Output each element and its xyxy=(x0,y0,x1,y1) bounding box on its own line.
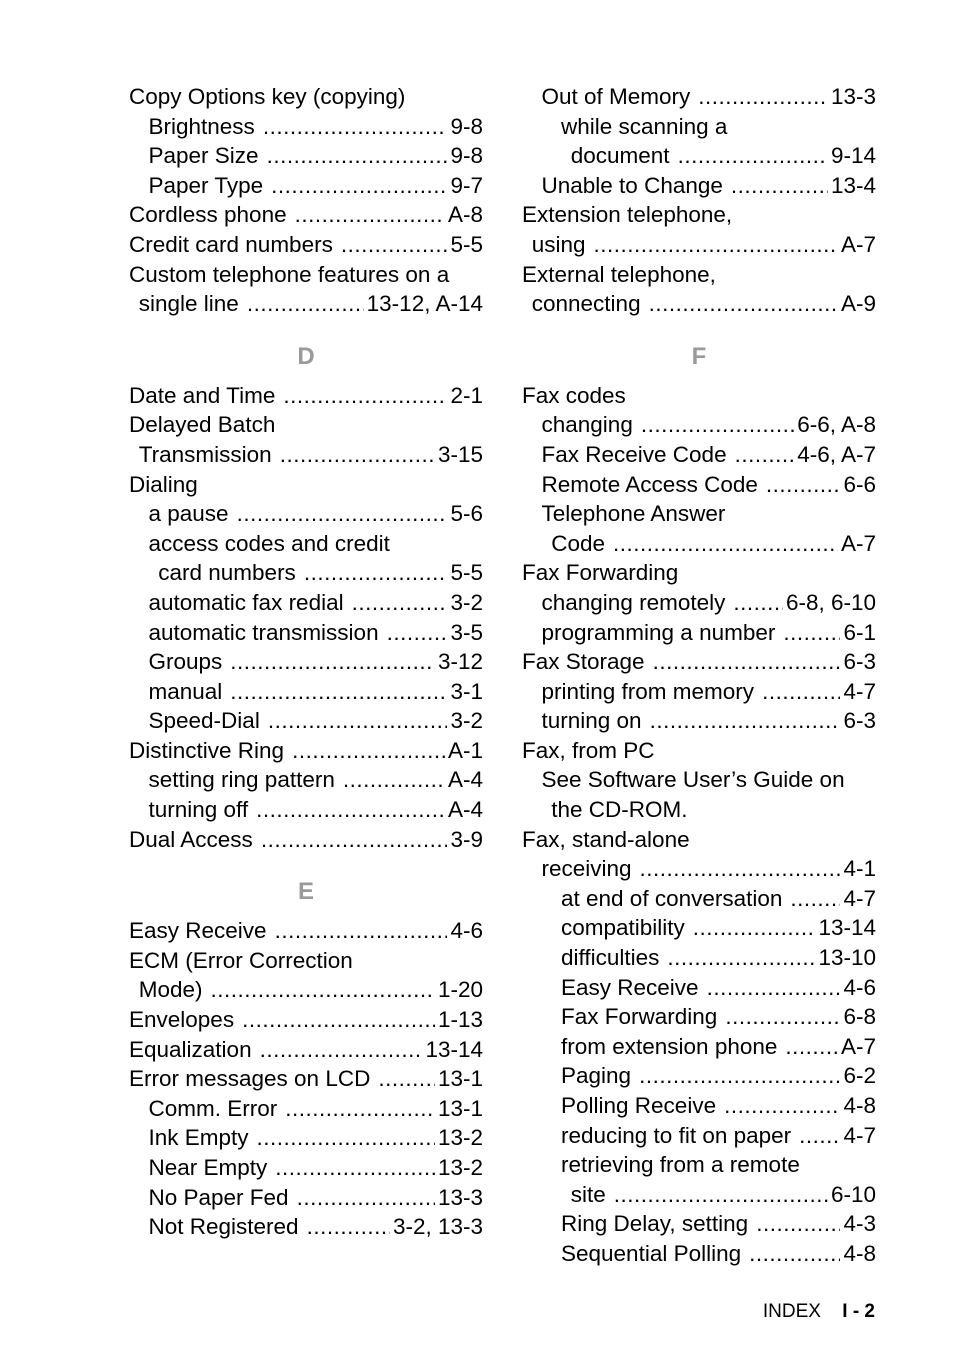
entry-term: Delayed Batch xyxy=(129,412,276,438)
index-subentry xyxy=(522,588,876,618)
dot-leader xyxy=(594,230,838,260)
dot-leader xyxy=(352,588,448,618)
dot-leader xyxy=(341,230,448,260)
index-subentry xyxy=(129,440,483,470)
index-subentry xyxy=(129,618,483,648)
entry-term: Telephone Answer xyxy=(541,501,726,527)
entry-page-reference: 3-2 xyxy=(450,708,483,734)
entry-page-reference: 6-3 xyxy=(843,708,876,734)
entry-term: No Paper Fed xyxy=(148,1184,289,1210)
entry-page-reference: 9-14 xyxy=(830,143,876,169)
entry-page-reference: 4-6 xyxy=(843,974,876,1000)
index-subentry xyxy=(129,1123,483,1153)
index-subentry xyxy=(522,499,876,529)
entry-page-reference: 1-20 xyxy=(437,977,483,1003)
index-subentry xyxy=(522,529,876,559)
dot-leader xyxy=(230,647,435,677)
index-column-right xyxy=(522,82,876,1269)
dot-leader xyxy=(613,529,838,559)
index-subentry xyxy=(522,913,876,943)
index-subentry xyxy=(522,1091,876,1121)
entry-page-reference: A-8 xyxy=(447,202,483,228)
entry-page-reference: 13-1 xyxy=(437,1066,483,1092)
entry-term: card numbers xyxy=(158,560,296,586)
entry-page-reference: A-9 xyxy=(840,291,876,317)
index-subentry xyxy=(129,1094,483,1124)
index-entry xyxy=(522,825,876,855)
entry-term: Envelopes xyxy=(129,1007,235,1033)
entry-page-reference: 2-1 xyxy=(450,382,483,408)
index-subentry xyxy=(129,112,483,142)
entry-term: Extension telephone, xyxy=(522,202,733,228)
entry-term: Paper Size xyxy=(148,143,259,169)
entry-term: Fax codes xyxy=(522,382,626,408)
dot-leader xyxy=(256,795,445,825)
entry-term: changing remotely xyxy=(541,589,726,615)
entry-page-reference: 4-7 xyxy=(843,1122,876,1148)
entry-page-reference: A-4 xyxy=(447,767,483,793)
entry-page-reference: 5-6 xyxy=(450,501,483,527)
entry-page-reference: 6-6 xyxy=(843,471,876,497)
dot-leader xyxy=(649,289,838,319)
entry-page-reference: 6-8, 6-10 xyxy=(785,589,876,615)
entry-term: Credit card numbers xyxy=(129,231,333,257)
index-entry xyxy=(129,470,483,500)
index-subentry xyxy=(522,943,876,973)
dot-leader xyxy=(707,973,841,1003)
entry-term: programming a number xyxy=(541,619,776,645)
index-subentry xyxy=(129,1153,483,1183)
entry-term: Paper Type xyxy=(148,172,264,198)
dot-leader xyxy=(267,141,448,171)
entry-term: Groups xyxy=(148,649,223,675)
index-entry xyxy=(129,200,483,230)
entry-term: Error messages on LCD xyxy=(129,1066,371,1092)
entry-term: Code xyxy=(551,530,606,556)
index-subentry xyxy=(129,499,483,529)
index-entry xyxy=(129,1005,483,1035)
entry-page-reference: 13-2 xyxy=(437,1155,483,1180)
entry-page-reference: A-7 xyxy=(840,1033,876,1059)
entry-term: retrieving from a remote xyxy=(561,1152,800,1178)
entry-page-reference: 9-7 xyxy=(450,172,483,198)
dot-leader xyxy=(257,1123,435,1153)
index-subentry xyxy=(129,588,483,618)
entry-page-reference: 3-9 xyxy=(450,826,483,852)
entry-page-reference: 1-13 xyxy=(437,1007,483,1033)
index-subentry xyxy=(129,706,483,736)
entry-page-reference: 13-14 xyxy=(818,915,876,941)
entry-term: while scanning a xyxy=(561,113,728,139)
entry-term: a pause xyxy=(148,501,229,527)
dot-leader xyxy=(275,916,448,946)
dot-leader xyxy=(280,440,435,470)
dot-leader xyxy=(297,1183,435,1213)
entry-term: ECM (Error Correction xyxy=(129,947,353,973)
index-subentry xyxy=(522,795,876,825)
entry-page-reference: A-7 xyxy=(840,231,876,257)
entry-term: printing from memory xyxy=(541,678,755,704)
dot-leader xyxy=(725,1002,840,1032)
entry-term: connecting xyxy=(531,291,641,317)
index-subentry xyxy=(129,765,483,795)
entry-term: Sequential Polling xyxy=(561,1240,742,1266)
dot-leader xyxy=(271,171,447,201)
dot-leader xyxy=(724,1091,840,1121)
dot-leader xyxy=(247,289,364,319)
index-entry xyxy=(129,410,483,440)
entry-page-reference: 13-1 xyxy=(437,1095,483,1121)
entry-page-reference: 3-1 xyxy=(450,678,483,704)
index-entry xyxy=(129,825,483,855)
section-letter-heading: F xyxy=(691,342,707,370)
entry-term: Remote Access Code xyxy=(541,471,758,497)
dot-leader xyxy=(343,765,445,795)
dot-leader xyxy=(283,381,447,411)
entry-page-reference: 5-5 xyxy=(450,231,483,257)
index-subentry xyxy=(522,1239,876,1269)
index-entry xyxy=(522,647,876,677)
entry-term: Fax, stand-alone xyxy=(522,826,690,852)
dot-leader xyxy=(261,825,448,855)
dot-leader xyxy=(667,943,815,973)
dot-leader xyxy=(799,1121,840,1151)
dot-leader xyxy=(295,200,445,230)
index-entry xyxy=(129,916,483,946)
dot-leader xyxy=(275,1153,435,1183)
index-entry xyxy=(129,260,483,290)
dot-leader xyxy=(292,736,445,766)
index-subentry xyxy=(129,795,483,825)
index-entry xyxy=(129,1035,483,1065)
entry-term: from extension phone xyxy=(561,1033,778,1059)
index-subentry xyxy=(522,1209,876,1239)
index-subentry xyxy=(129,141,483,171)
entry-page-reference: 6-1 xyxy=(843,619,876,645)
entry-term: Ring Delay, setting xyxy=(561,1211,749,1237)
index-subentry xyxy=(129,289,483,319)
index-entry xyxy=(522,260,876,290)
index-subentry xyxy=(522,1002,876,1032)
dot-leader xyxy=(756,1209,840,1239)
index-entry xyxy=(522,736,876,766)
index-column-left xyxy=(129,82,483,1242)
index-subentry xyxy=(522,1180,876,1210)
entry-term: receiving xyxy=(541,856,632,882)
index-subentry xyxy=(522,1032,876,1062)
index-subentry xyxy=(129,529,483,559)
index-subentry xyxy=(522,410,876,440)
entry-term: Mode) xyxy=(138,977,203,1003)
entry-term: using xyxy=(531,231,586,257)
entry-page-reference: 3-5 xyxy=(450,619,483,645)
entry-term: Brightness xyxy=(148,113,255,139)
entry-page-reference: 4-6 xyxy=(450,918,483,944)
index-entry xyxy=(129,381,483,411)
entry-term: Comm. Error xyxy=(148,1095,278,1121)
entry-term: Polling Receive xyxy=(561,1093,717,1118)
entry-page-reference: 13-4 xyxy=(830,172,876,198)
entry-term: Copy Options key (copying) xyxy=(129,84,406,109)
section-letter-heading: D xyxy=(297,342,315,370)
entry-term: turning on xyxy=(541,708,642,734)
dot-leader xyxy=(211,975,435,1005)
entry-page-reference: 13-10 xyxy=(818,945,876,971)
entry-term: manual xyxy=(148,678,223,704)
dot-leader xyxy=(766,470,841,500)
entry-term: changing xyxy=(541,412,633,438)
entry-page-reference: 6-10 xyxy=(830,1181,876,1207)
index-entry xyxy=(129,82,483,112)
index-subentry xyxy=(522,1150,876,1180)
entry-term: document xyxy=(570,143,670,169)
entry-term: setting ring pattern xyxy=(148,767,335,793)
dot-leader xyxy=(304,558,448,588)
entry-page-reference: 6-6, A-8 xyxy=(797,412,876,438)
entry-term: site xyxy=(570,1181,606,1207)
entry-page-reference: 4-7 xyxy=(843,885,876,911)
index-subentry xyxy=(522,973,876,1003)
index-subentry xyxy=(522,440,876,470)
entry-term: Dual Access xyxy=(129,826,253,852)
index-subentry xyxy=(522,112,876,142)
entry-page-reference: 3-2, 13-3 xyxy=(392,1214,483,1240)
dot-leader xyxy=(650,706,841,736)
entry-page-reference: 13-3 xyxy=(437,1184,483,1210)
index-entry xyxy=(129,946,483,976)
dot-leader xyxy=(242,1005,435,1035)
dot-leader xyxy=(735,440,795,470)
dot-leader xyxy=(640,854,841,884)
entry-term: Fax Forwarding xyxy=(561,1004,718,1030)
entry-page-reference: A-4 xyxy=(447,797,483,823)
index-subentry xyxy=(129,558,483,588)
entry-term: Ink Empty xyxy=(148,1125,249,1151)
index-subentry xyxy=(522,677,876,707)
index-subentry xyxy=(522,618,876,648)
index-subentry xyxy=(129,975,483,1005)
dot-leader xyxy=(237,499,448,529)
index-subentry xyxy=(129,677,483,707)
index-subentry xyxy=(522,854,876,884)
index-subentry xyxy=(522,289,876,319)
entry-page-reference: 4-6, A-7 xyxy=(797,441,876,467)
dot-leader xyxy=(260,1035,423,1065)
entry-page-reference: A-1 xyxy=(447,737,483,763)
entry-page-reference: 6-3 xyxy=(843,649,876,675)
index-subentry xyxy=(129,1212,483,1242)
index-entry xyxy=(129,230,483,260)
index-entry xyxy=(522,200,876,230)
entry-page-reference: 3-12 xyxy=(437,649,483,675)
dot-leader xyxy=(698,82,828,112)
entry-term: Equalization xyxy=(129,1036,252,1062)
entry-term: Speed-Dial xyxy=(148,708,260,734)
index-subentry xyxy=(522,706,876,736)
entry-term: at end of conversation xyxy=(561,885,783,911)
dot-leader xyxy=(641,410,794,440)
entry-term: Cordless phone xyxy=(129,202,287,228)
entry-term: Paging xyxy=(561,1063,632,1089)
dot-leader xyxy=(653,647,841,677)
entry-term: Custom telephone features on a xyxy=(129,261,450,287)
index-subentry xyxy=(522,230,876,260)
entry-term: automatic transmission xyxy=(148,619,379,645)
entry-page-reference: 13-2 xyxy=(437,1125,483,1151)
index-entry xyxy=(129,736,483,766)
index-subentry xyxy=(129,171,483,201)
dot-leader xyxy=(785,1032,838,1062)
entry-term: Fax Storage xyxy=(522,649,645,675)
entry-term: Fax, from PC xyxy=(522,737,655,763)
entry-term: single line xyxy=(138,291,239,317)
dot-leader xyxy=(268,706,448,736)
index-subentry xyxy=(522,141,876,171)
dot-leader xyxy=(263,112,448,142)
index-subentry xyxy=(522,82,876,112)
entry-page-reference: 9-8 xyxy=(450,143,483,169)
dot-leader xyxy=(307,1212,390,1242)
page-footer xyxy=(763,1298,875,1326)
index-subentry xyxy=(522,1061,876,1091)
entry-page-reference: 5-5 xyxy=(450,560,483,586)
entry-term: Out of Memory xyxy=(541,84,691,109)
entry-page-reference: 6-2 xyxy=(843,1063,876,1089)
index-subentry xyxy=(522,1121,876,1151)
entry-page-reference: 13-12, A-14 xyxy=(366,291,483,317)
entry-term: See Software User’s Guide on xyxy=(541,767,845,793)
index-subentry xyxy=(522,171,876,201)
dot-leader xyxy=(378,1064,435,1094)
entry-term: Not Registered xyxy=(148,1214,299,1240)
entry-term: difficulties xyxy=(561,945,660,971)
entry-page-reference: 9-8 xyxy=(450,113,483,139)
dot-leader xyxy=(678,141,828,171)
entry-term: Easy Receive xyxy=(129,918,267,944)
footer-label: INDEX xyxy=(762,1301,821,1322)
dot-leader xyxy=(693,913,816,943)
dot-leader xyxy=(639,1061,840,1091)
entry-page-reference: 4-8 xyxy=(843,1093,876,1118)
dot-leader xyxy=(790,884,840,914)
dot-leader xyxy=(285,1094,435,1124)
index-subentry xyxy=(129,647,483,677)
entry-term: Fax Receive Code xyxy=(541,441,727,467)
entry-term: the CD-ROM. xyxy=(551,797,688,823)
dot-leader xyxy=(733,588,783,618)
index-subentry xyxy=(522,884,876,914)
entry-term: turning off xyxy=(148,797,249,823)
dot-leader xyxy=(731,171,828,201)
entry-page-reference: 13-14 xyxy=(425,1036,483,1062)
entry-term: Easy Receive xyxy=(561,974,699,1000)
page-number: I - 2 xyxy=(842,1301,875,1322)
entry-term: compatibility xyxy=(561,915,685,941)
entry-term: Distinctive Ring xyxy=(129,737,285,763)
entry-term: access codes and credit xyxy=(148,530,390,556)
entry-term: reducing to fit on paper xyxy=(561,1122,792,1148)
entry-page-reference: A-7 xyxy=(840,530,876,556)
index-subentry xyxy=(522,470,876,500)
entry-term: Unable to Change xyxy=(541,172,723,198)
entry-page-reference: 6-8 xyxy=(843,1004,876,1030)
entry-page-reference: 3-15 xyxy=(437,441,483,467)
entry-page-reference: 4-1 xyxy=(843,856,876,882)
entry-term: External telephone, xyxy=(522,261,716,287)
entry-term: Near Empty xyxy=(148,1155,268,1180)
index-subentry xyxy=(522,765,876,795)
entry-page-reference: 3-2 xyxy=(450,589,483,615)
dot-leader xyxy=(783,618,840,648)
entry-page-reference: 13-3 xyxy=(830,84,876,109)
dot-leader xyxy=(230,677,447,707)
dot-leader xyxy=(749,1239,840,1269)
dot-leader xyxy=(762,677,840,707)
entry-term: Transmission xyxy=(138,441,272,467)
entry-term: Dialing xyxy=(129,471,198,497)
index-subentry xyxy=(129,1183,483,1213)
dot-leader xyxy=(387,618,448,648)
entry-term: Date and Time xyxy=(129,382,276,408)
dot-leader xyxy=(614,1180,828,1210)
index-entry xyxy=(522,558,876,588)
entry-term: automatic fax redial xyxy=(148,589,344,615)
index-entry xyxy=(522,381,876,411)
entry-page-reference: 4-3 xyxy=(843,1211,876,1237)
entry-page-reference: 4-8 xyxy=(843,1240,876,1266)
index-entry xyxy=(129,1064,483,1094)
entry-term: Fax Forwarding xyxy=(522,560,679,586)
section-letter-heading: E xyxy=(297,878,314,906)
entry-page-reference: 4-7 xyxy=(843,678,876,704)
